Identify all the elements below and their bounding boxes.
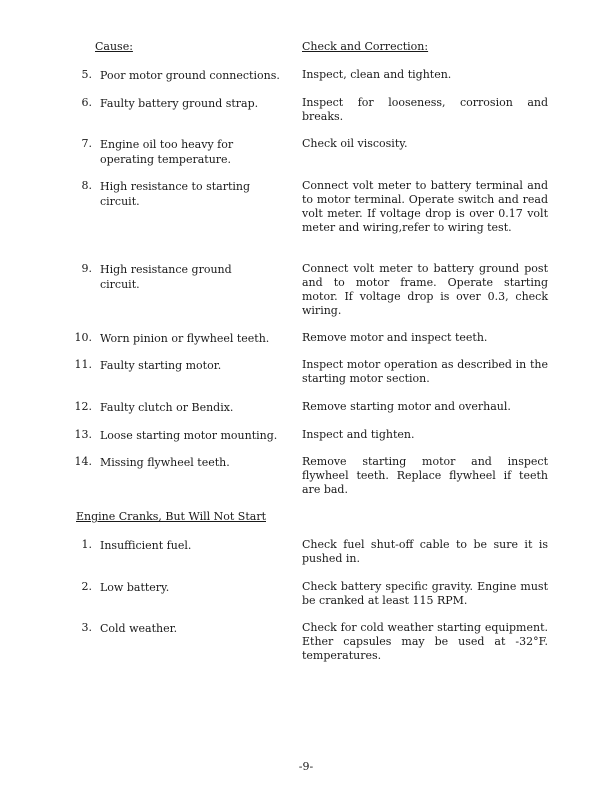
correction-text: Inspect motor operation as described in the starting motor section. [302,358,548,385]
item-number: 11. [74,358,92,371]
cause-text: Poor motor ground connections. [100,69,280,82]
cause-text: Cold weather. [100,622,178,635]
correction-text: Remove starting motor and inspect flywheel teeth. Replace flywheel if teeth are bad. [302,455,548,496]
cause-text: Faulty clutch or Bendix. [100,401,234,414]
item-number: 3. [81,621,92,634]
correction-text: Connect volt meter to battery terminal and to motor terminal. Operate switch and read volt meter. If voltage drop is over 0.17 volt meter and wiring,refer to wiring test. [302,179,548,234]
item-number: 10. [74,331,92,344]
correction-text: Check for cold weather starting equipment. Ether capsules may be used at -32°F. temperatures. [302,621,548,662]
correction-text: Connect volt meter to battery ground post and to motor frame. Operate starting motor. If voltage drop is over 0.3, check wiring. [302,262,548,317]
item-number: 6. [81,96,92,109]
cause-text: High resistance to starting circuit. [100,180,251,208]
cause-text: Worn pinion or flywheel teeth. [100,332,270,345]
correction-text: Check fuel shut-off cable to be sure it is pushed in. [302,538,548,565]
cause-text: Faulty battery ground strap. [100,97,259,110]
item-number: 9. [81,262,92,275]
cause-text: Missing flywheel teeth. [100,456,230,469]
item-number: 12. [74,400,92,413]
correction-text: Inspect and tighten. [302,428,415,441]
cause-column-header: Cause: [95,40,133,53]
cause-text: Low battery. [100,581,170,594]
cause-text: Faulty starting motor. [100,359,222,372]
section-heading: Engine Cranks, But Will Not Start [76,510,266,523]
item-number: 7. [81,137,92,150]
correction-text: Inspect for looseness, corrosion and breaks. [302,96,548,123]
cause-text: High resistance ground circuit. [100,263,232,291]
correction-text: Remove motor and inspect teeth. [302,331,488,344]
cause-text: Insufficient fuel. [100,539,192,552]
correction-text: Check battery specific gravity. Engine must be cranked at least 115 RPM. [302,580,548,607]
correction-text: Remove starting motor and overhaul. [302,400,511,413]
item-number: 1. [81,538,92,551]
page-number: -9- [298,760,314,773]
item-number: 5. [81,68,92,81]
item-number: 8. [81,179,92,192]
item-number: 13. [74,428,92,441]
correction-text: Inspect, clean and tighten. [302,68,452,81]
correction-text: Check oil viscosity. [302,137,408,150]
check-column-header: Check and Correction: [302,40,429,53]
item-number: 14. [74,455,92,468]
cause-text: Loose starting motor mounting. [100,429,278,442]
item-number: 2. [81,580,92,593]
cause-text: Engine oil too heavy for operating temperature. [100,138,234,166]
